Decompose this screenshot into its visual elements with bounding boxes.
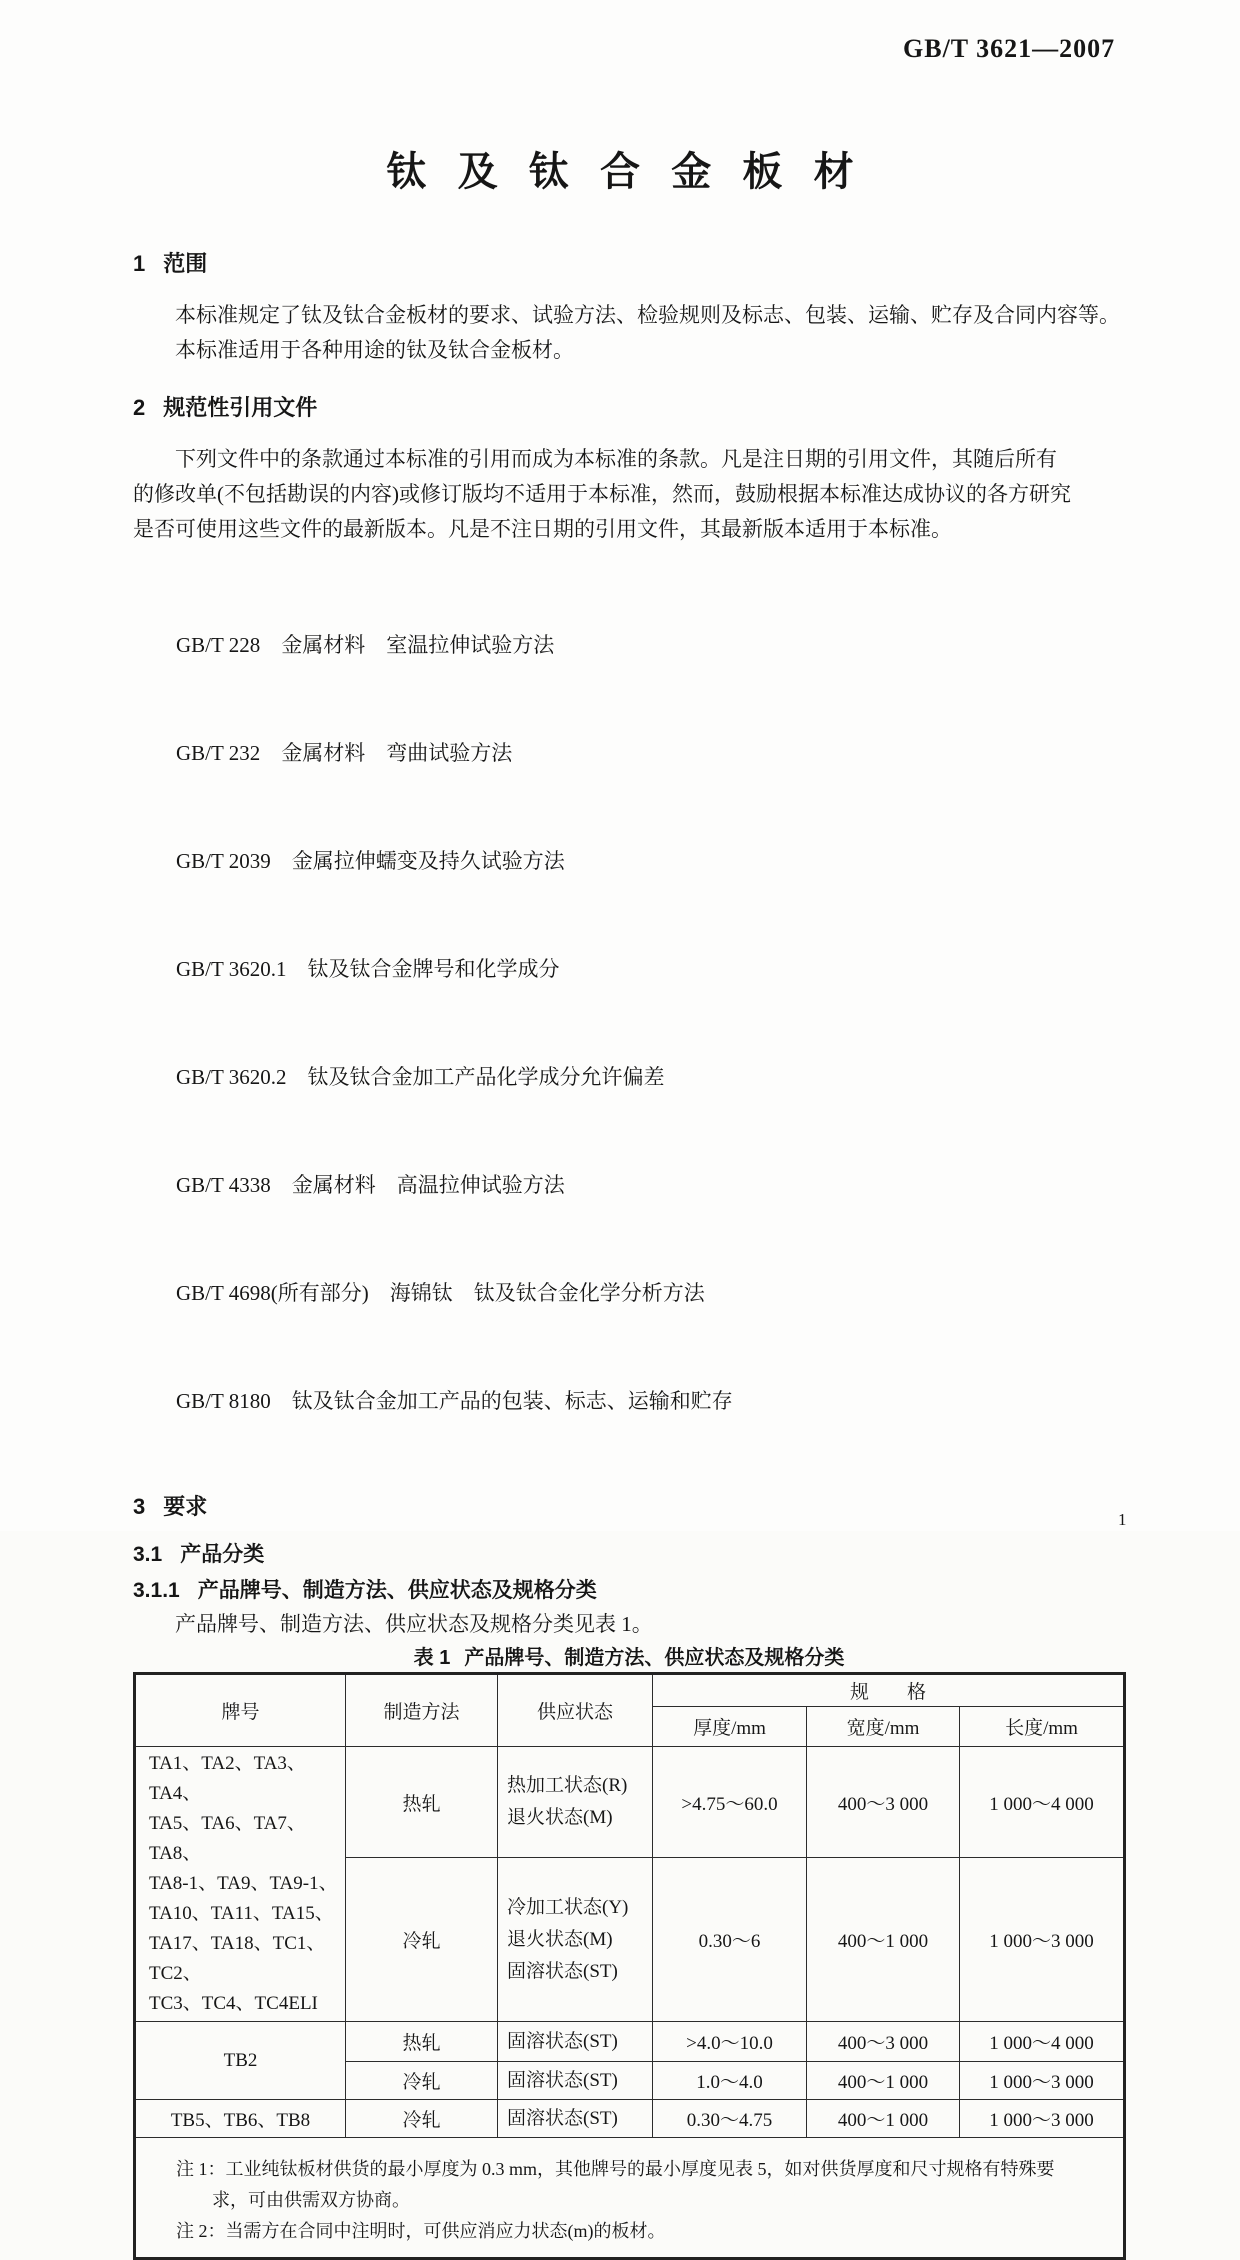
- cell-tb2-brand: TB2: [135, 2022, 346, 2100]
- paragraph-line: 是否可使用这些文件的最新版本。凡是不注日期的引用文件，其最新版本适用于本标准。: [133, 517, 952, 541]
- section-3-heading: [133, 1493, 1125, 1521]
- section-2-heading: [133, 394, 1125, 422]
- document-body: [133, 250, 1125, 2260]
- table-1: [133, 1672, 1126, 2260]
- brand-line: TA17、TA18、TC1、TC2、: [149, 1933, 326, 1984]
- reference-item: GB/T 3620.2 钛及钛合金加工产品化学成分允许偏差: [176, 1065, 665, 1089]
- reference-item: GB/T 4338 金属材料 高温拉伸试验方法: [176, 1173, 565, 1197]
- cell-tb2-hot-thickness: >4.0～10.0: [653, 2022, 807, 2062]
- section-3-1-1-number: 3.1.1: [133, 1579, 180, 1602]
- cell-tb-method: 冷轧: [346, 2100, 498, 2138]
- brand-line: TA5、TA6、TA7、TA8、: [149, 1813, 306, 1864]
- table-notes-row: [135, 2138, 1125, 2259]
- cell-ta-brands: [135, 1747, 346, 2022]
- cell-tb2-cold-thickness: 1.0～4.0: [653, 2062, 807, 2100]
- cell-tb2-hot-width: 400～3 000: [807, 2022, 960, 2062]
- section-1-heading: [133, 250, 1125, 278]
- section-3-1-1-title: 产品牌号、制造方法、供应状态及规格分类: [197, 1579, 597, 1602]
- document-title: 钛及钛合金板材: [386, 150, 885, 194]
- th-state: 供应状态: [498, 1674, 653, 1747]
- cell-tb-state: 固溶状态(ST): [498, 2100, 653, 2138]
- state-line: 固溶状态(ST): [507, 1960, 618, 1982]
- cell-ta-hot-state: [498, 1747, 653, 1858]
- cell-ta-hot-method: 热轧: [346, 1747, 498, 1858]
- table-notes: [135, 2138, 1125, 2259]
- page-number: 1: [1118, 1510, 1127, 1529]
- table-row: [135, 2100, 1125, 2138]
- th-method: 制造方法: [346, 1674, 498, 1747]
- cell-tb2-cold-width: 400～1 000: [807, 2062, 960, 2100]
- note-2: 注 2：当需方在合同中注明时，可供应消应力状态(m)的板材。: [176, 2221, 666, 2241]
- state-line: 冷加工状态(Y): [507, 1896, 629, 1918]
- note-1-line-1: 注 1：工业纯钛板材供货的最小厚度为 0.3 mm，其他牌号的最小厚度见表 5，如对供货厚度和尺寸规格有特殊要: [176, 2159, 1055, 2179]
- note-1-line-2: 求，可由供需双方协商。: [212, 2190, 410, 2210]
- standard-code: GB/T 3621—2007: [903, 34, 1116, 63]
- cell-ta-cold-method: 冷轧: [346, 1858, 498, 2022]
- brand-line: TA10、TA11、TA15、: [149, 1903, 334, 1924]
- cell-ta-cold-state: [498, 1858, 653, 2022]
- cell-tb-brand: TB5、TB6、TB8: [135, 2100, 346, 2138]
- section-2-paragraph: [133, 442, 1125, 547]
- normative-references-list: [133, 555, 1125, 1491]
- cell-tb-width: 400～1 000: [807, 2100, 960, 2138]
- th-brand: 牌号: [135, 1674, 346, 1747]
- paragraph-line: 本标准适用于各种用途的钛及钛合金板材。: [175, 338, 574, 362]
- cell-ta-cold-length: 1 000～3 000: [960, 1858, 1125, 2022]
- table-1-caption: [133, 1644, 1125, 1672]
- cell-ta-hot-length: 1 000～4 000: [960, 1747, 1125, 1858]
- paragraph-line: 下列文件中的条款通过本标准的引用而成为本标准的条款。凡是注日期的引用文件，其随后所有: [175, 447, 1057, 471]
- reference-item: GB/T 3620.1 钛及钛合金牌号和化学成分: [176, 957, 560, 981]
- table-row: [135, 2022, 1125, 2062]
- section-3-1-1-paragraph: 产品牌号、制造方法、供应状态及规格分类见表 1。: [175, 1612, 653, 1636]
- section-2-number: 2: [133, 395, 146, 420]
- cell-tb2-cold-length: 1 000～3 000: [960, 2062, 1125, 2100]
- reference-item: GB/T 232 金属材料 弯曲试验方法: [176, 741, 513, 765]
- cell-tb2-hot-state: 固溶状态(ST): [498, 2022, 653, 2062]
- th-thickness: 厚度/mm: [653, 1707, 807, 1747]
- cell-tb2-cold-method: 冷轧: [346, 2062, 498, 2100]
- cell-ta-cold-width: 400～1 000: [807, 1858, 960, 2022]
- table-row: [135, 1747, 1125, 1858]
- cell-ta-cold-thickness: 0.30～6: [653, 1858, 807, 2022]
- state-line: 退火状态(M): [507, 1928, 613, 1950]
- cell-tb-thickness: 0.30～4.75: [653, 2100, 807, 2138]
- section-3-1-heading: [133, 1541, 1125, 1569]
- cell-tb-length: 1 000～3 000: [960, 2100, 1125, 2138]
- section-3-1-title: 产品分类: [180, 1543, 265, 1566]
- reference-item: GB/T 2039 金属拉伸蠕变及持久试验方法: [176, 849, 565, 873]
- th-spec: 规 格: [653, 1674, 1125, 1707]
- reference-item: GB/T 4698(所有部分) 海锦钛 钛及钛合金化学分析方法: [176, 1281, 705, 1305]
- brand-line: TC3、TC4、TC4ELI: [149, 1993, 318, 2014]
- reference-item: GB/T 8180 钛及钛合金加工产品的包装、标志、运输和贮存: [176, 1389, 733, 1413]
- section-3-title: 要求: [163, 1494, 208, 1519]
- reference-item: GB/T 228 金属材料 室温拉伸试验方法: [176, 633, 555, 657]
- brand-line: TA8-1、TA9、TA9-1、: [149, 1873, 338, 1894]
- th-width: 宽度/mm: [807, 1707, 960, 1747]
- section-1-title: 范围: [163, 251, 208, 276]
- state-line: 热加工状态(R): [507, 1775, 628, 1797]
- cell-ta-hot-thickness: >4.75～60.0: [653, 1747, 807, 1858]
- section-2-title: 规范性引用文件: [163, 395, 318, 420]
- section-1-number: 1: [133, 251, 146, 276]
- state-line: 退火状态(M): [507, 1807, 613, 1829]
- section-3-number: 3: [133, 1494, 146, 1519]
- th-length: 长度/mm: [960, 1707, 1125, 1747]
- cell-tb2-cold-state: 固溶状态(ST): [498, 2062, 653, 2100]
- section-3-1-number: 3.1: [133, 1543, 163, 1566]
- cell-tb2-hot-length: 1 000～4 000: [960, 2022, 1125, 2062]
- paragraph-line: 本标准规定了钛及钛合金板材的要求、试验方法、检验规则及标志、包装、运输、贮存及合同内容等。: [175, 303, 1120, 327]
- section-1-paragraph: [133, 298, 1125, 368]
- table-1-caption-text: 产品牌号、制造方法、供应状态及规格分类: [464, 1647, 845, 1669]
- brand-line: TA1、TA2、TA3、TA4、: [149, 1753, 306, 1804]
- cell-tb2-hot-method: 热轧: [346, 2022, 498, 2062]
- table-1-caption-number: 表 1: [413, 1647, 451, 1669]
- paragraph-line: 的修改单(不包括勘误的内容)或修订版均不适用于本标准，然而，鼓励根据本标准达成协议的各方研究: [133, 482, 1071, 506]
- section-3-1-1-heading: [133, 1577, 1125, 1605]
- cell-ta-hot-width: 400～3 000: [807, 1747, 960, 1858]
